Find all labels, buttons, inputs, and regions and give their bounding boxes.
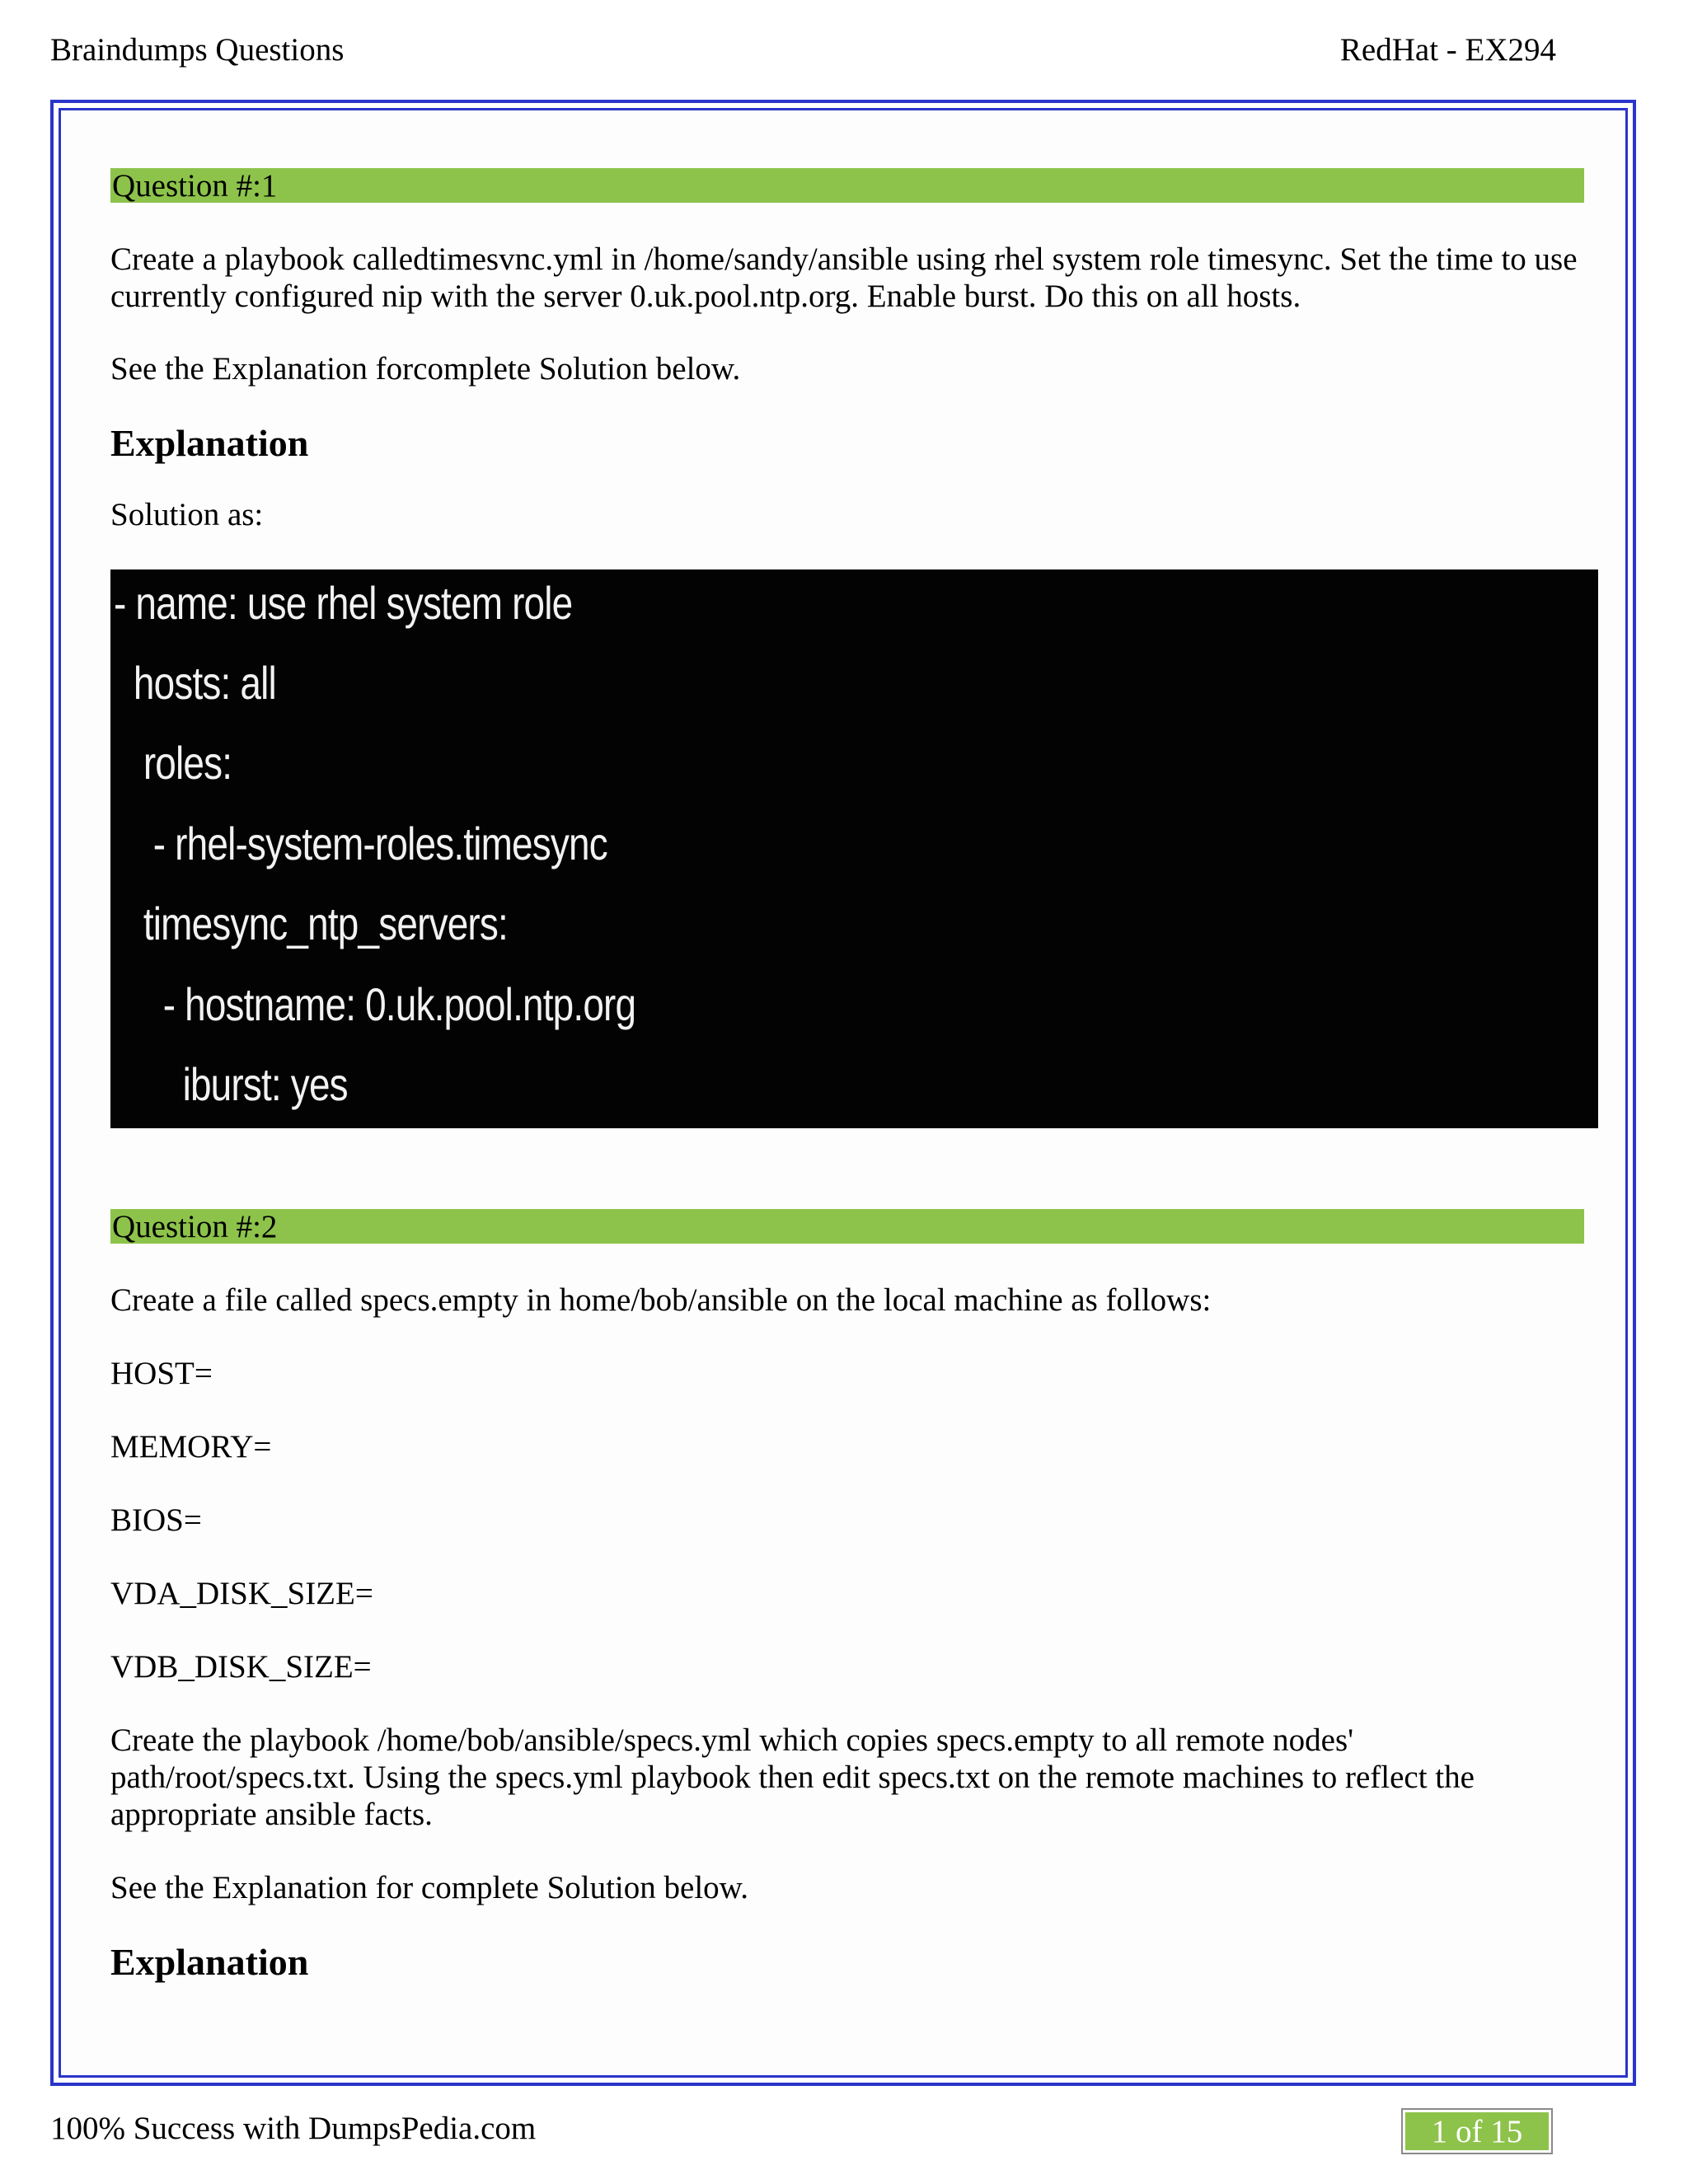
content-frame xyxy=(50,100,1636,2086)
code-screenshot xyxy=(110,569,1598,1128)
question-2-explanation-heading: Explanation xyxy=(110,1941,309,1983)
question-2-text-2: Create the playbook /home/bob/ansible/specs.yml which copies specs.empty to all remote nodes' path/root/specs.txt. Using the specs.yml playbook then edit specs.txt on the remote machines to reflect the appropriate ansible facts. xyxy=(110,1722,1475,1832)
spec-var: BIOS= xyxy=(110,1502,202,1538)
header-title: Braindumps Questions xyxy=(50,32,345,68)
code-line: - rhel-system-roles.timesync xyxy=(114,818,607,869)
spec-var: HOST= xyxy=(110,1356,213,1391)
question-2-text: Create a file called specs.empty in home/bob/ansible on the local machine as follows: xyxy=(110,1282,1212,1318)
question-1-see-note: See the Explanation forcomplete Solution below. xyxy=(110,351,741,387)
code-line: timesync_ntp_servers: xyxy=(114,898,508,949)
content-frame-inner xyxy=(59,108,1628,2078)
question-2-header: Question #:2 xyxy=(110,1209,1584,1244)
question-1-text: Create a playbook calledtimesvnc.yml in /home/sandy/ansible using rhel system role timesync. Set the time to use currently configured nip with the server 0.uk.pool.ntp.org. Enable burst. Do this on all hosts. xyxy=(110,241,1578,314)
page-number-badge xyxy=(1401,2108,1553,2154)
page-header xyxy=(50,30,1556,71)
question-1-explanation-heading: Explanation xyxy=(110,422,309,464)
questions-content xyxy=(110,160,1576,1985)
code-line: - hostname: 0.uk.pool.ntp.org xyxy=(114,978,636,1030)
spec-var: VDB_DISK_SIZE= xyxy=(110,1649,372,1685)
question-2-see-note: See the Explanation for complete Solution below. xyxy=(110,1870,749,1905)
header-exam-code: RedHat - EX294 xyxy=(1339,32,1556,68)
code-line: hosts: all xyxy=(114,657,276,709)
page-footer: 100% Success with DumpsPedia.com xyxy=(50,2111,537,2146)
code-line: iburst: yes xyxy=(114,1058,348,1110)
spec-var: VDA_DISK_SIZE= xyxy=(110,1576,373,1611)
code-line: - name: use rhel system role xyxy=(114,577,573,629)
spec-var: MEMORY= xyxy=(110,1429,272,1465)
page-number: 1 of 15 xyxy=(1405,2112,1549,2150)
question-1-solution-label: Solution as: xyxy=(110,497,264,532)
code-line: roles: xyxy=(114,737,232,789)
question-1-header: Question #:1 xyxy=(110,168,1584,203)
